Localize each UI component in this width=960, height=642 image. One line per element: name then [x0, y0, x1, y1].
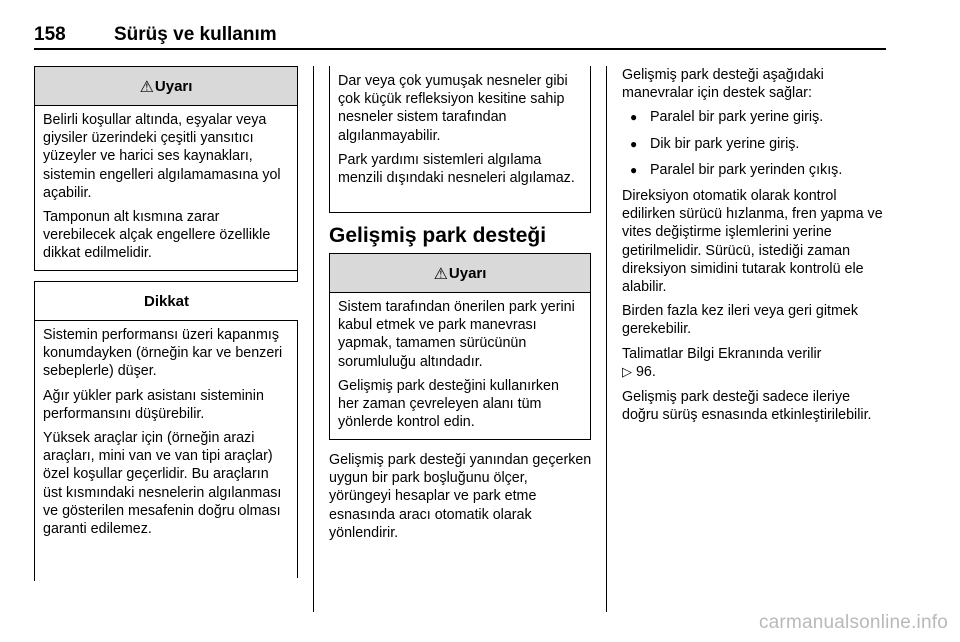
column-rule-3	[606, 66, 607, 612]
body-paragraph: Direksiyon otomatik olarak kontrol edilirken sürücü hızlanma, fren yapma ve vites değiştirme işlemlerini yerine getirilmelidir. Sürücü, istediği zaman direksiyon simidini tutarak kontrolü ele alabilir.	[622, 188, 883, 296]
column-rule-2	[313, 66, 314, 612]
continued-paragraph: Dar veya çok yumuşak nesneler gibi çok küçük refleksiyon kesitine sahip nesneler sistem tarafından algılanmayabilir.	[338, 73, 568, 144]
page-number: 158	[34, 24, 66, 45]
bullet-icon: ●	[630, 162, 638, 177]
page-title: Sürüş ve kullanım	[114, 24, 277, 45]
warning-triangle-icon: ⚠	[139, 76, 154, 96]
warning-paragraph: Gelişmiş park desteğini kullanırken her zaman çevreleyen alanı tüm yönlerde kontrol edin.	[338, 377, 559, 431]
section-title: Gelişmiş park desteği	[329, 224, 547, 247]
intro-paragraph: Gelişmiş park desteği aşağıdaki manevralar için destek sağlar:	[622, 67, 824, 102]
warning-box-heading	[35, 67, 297, 106]
caution-continued-box	[329, 66, 591, 213]
body-paragraph: Birden fazla kez ileri veya geri gitmek gerekebilir.	[622, 303, 858, 338]
reference-arrow-icon: ▷	[622, 364, 632, 380]
page-header	[34, 8, 886, 48]
reference-text: Talimatlar Bilgi Ekranında verilir	[622, 345, 822, 362]
column-3	[622, 66, 888, 430]
warning-paragraph: Sistem tarafından önerilen park yerini kabul etmek ve park manevrası yapmak, tamamen sürücünün sorumluluğu altındadır.	[338, 299, 575, 370]
caution-paragraph: Yüksek araçlar için (örneğin arazi araçları, mini van ve van tipi araçlar) özel koşullar geçerlidir. Bu araçların üst kısmındaki nesnelerin algılanması ve gösterilen mesafenin doğru olması garanti edilemez.	[43, 430, 282, 538]
body-paragraph: Gelişmiş park desteği sadece ileriye doğru sürüş esnasında etkinleştirilebilir.	[622, 389, 872, 424]
watermark: carmanualsonline.info	[758, 612, 948, 633]
warning-heading-text: Uyarı	[448, 264, 487, 282]
header-rule	[34, 48, 886, 50]
warning-box-2	[329, 253, 591, 440]
caution-box	[34, 281, 298, 581]
continued-paragraph: Park yardımı sistemleri algılama menzili dışındaki nesneleri algılamaz.	[338, 151, 575, 187]
reference-paragraph	[622, 345, 888, 382]
caution-paragraph: Sistemin performansı üzeri kapanmış konumdayken (örneğin kar ve benzeri sebeplerle) düşer.	[43, 327, 283, 380]
warning-box	[34, 66, 298, 271]
list-item: ● Paralel bir park yerinden çıkış.	[630, 161, 843, 178]
bullet-icon: ●	[630, 136, 638, 151]
list-item: ● Paralel bir park yerine giriş.	[630, 109, 824, 126]
list-item: ● Dik bir park yerine giriş.	[630, 135, 800, 152]
body-paragraph: Gelişmiş park desteği yanından geçerken uygun bir park boşluğunu ölçer, yörüngeyi hesaplar ve park etme esnasında aracı otomatik olarak yönlendirir.	[329, 452, 592, 541]
caution-box-heading: Dikkat	[35, 282, 298, 321]
warning-heading-text: Uyarı	[154, 77, 193, 95]
warning-triangle-icon: ⚠	[433, 263, 448, 283]
warning-paragraph: Tamponun alt kısmına zarar verebilecek alçak engellere özellikle dikkat edilmelidir.	[43, 209, 271, 262]
caution-paragraph: Ağır yükler park asistanı sisteminin performansını düşürebilir.	[43, 387, 264, 422]
warning-paragraph: Belirli koşullar altında, eşyalar veya giysiler üzerindeki çeşitli yansıtıcı yüzeyler ve harici ses kaynakları, sistemin engelleri algılamamasına yol açabilir.	[43, 112, 281, 201]
column-2-body	[329, 451, 593, 548]
warning-box-2-heading	[330, 254, 590, 293]
maneuver-list	[622, 108, 888, 179]
page-reference-link[interactable]: 96.	[635, 363, 656, 380]
bullet-icon: ●	[630, 110, 638, 125]
